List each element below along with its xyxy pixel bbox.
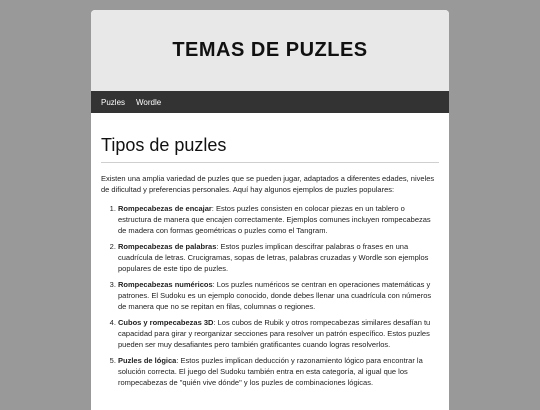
list-item-term: Cubos y rompecabezas 3D	[118, 318, 214, 327]
site-title: TEMAS DE PUZLES	[172, 39, 368, 61]
list-item-text: : Estos puzles consisten en colocar piezas en un tablero o estructura de manera que encajen correctamente. Ejemplos comunes incluyen rompecabezas de madera con formas geométricas o puzles como el Tangram.	[118, 204, 431, 235]
list-item	[118, 279, 439, 312]
page-title: Tipos de puzles	[101, 135, 227, 155]
list-item-term: Puzles de lógica	[118, 356, 177, 365]
list-item	[118, 241, 439, 274]
list-item-term: Rompecabezas de encajar	[118, 204, 212, 213]
intro-paragraph: Existen una amplia variedad de puzles que se pueden jugar, adaptados a diferentes edades, niveles de dificultad y preferencias personales. Aquí hay algunos ejemplos de puzles populares:	[101, 174, 435, 194]
puzzle-types-list	[101, 203, 439, 388]
list-item-text: : Los cubos de Rubik y otros rompecabezas similares desafían tu capacidad para girar y reorganizar secciones para resolver un patrón específico. Estos puzles pueden ser muy desafiantes pero también gratificantes cuando logras resolverlos.	[118, 318, 431, 349]
main-content	[91, 113, 449, 388]
page-container	[91, 10, 449, 410]
nav-item-puzles[interactable]: Puzles	[101, 97, 126, 107]
site-header	[91, 10, 449, 91]
list-item-text: : Los puzles numéricos se centran en operaciones matemáticas y patrones. El Sudoku es un ejemplo conocido, donde debes llenar una cuadrícula con números de manera que no se repitan en filas, columnas o regiones.	[118, 280, 432, 311]
title-divider	[101, 162, 439, 163]
list-item-term: Rompecabezas de palabras	[118, 242, 217, 251]
list-item-term: Rompecabezas numéricos	[118, 280, 213, 289]
nav-item-wordle[interactable]: Wordle	[136, 97, 162, 107]
list-item	[118, 317, 439, 350]
list-item	[118, 203, 439, 236]
list-item-text: : Estos puzles implican deducción y razonamiento lógico para encontrar la solución correcta. El juego del Sudoku también entra en esta categoría, al igual que los rompecabezas de "quién vive dónde" y los puzles de combinaciones lógicas.	[118, 356, 423, 387]
list-item-text: : Estos puzles implican descifrar palabras o frases en una cuadrícula de letras. Crucigramas, sopas de letras, palabras cruzadas y Wordle son ejemplos populares de este tipo de puzles.	[118, 242, 429, 273]
list-item	[118, 355, 439, 388]
top-nav	[91, 91, 449, 113]
